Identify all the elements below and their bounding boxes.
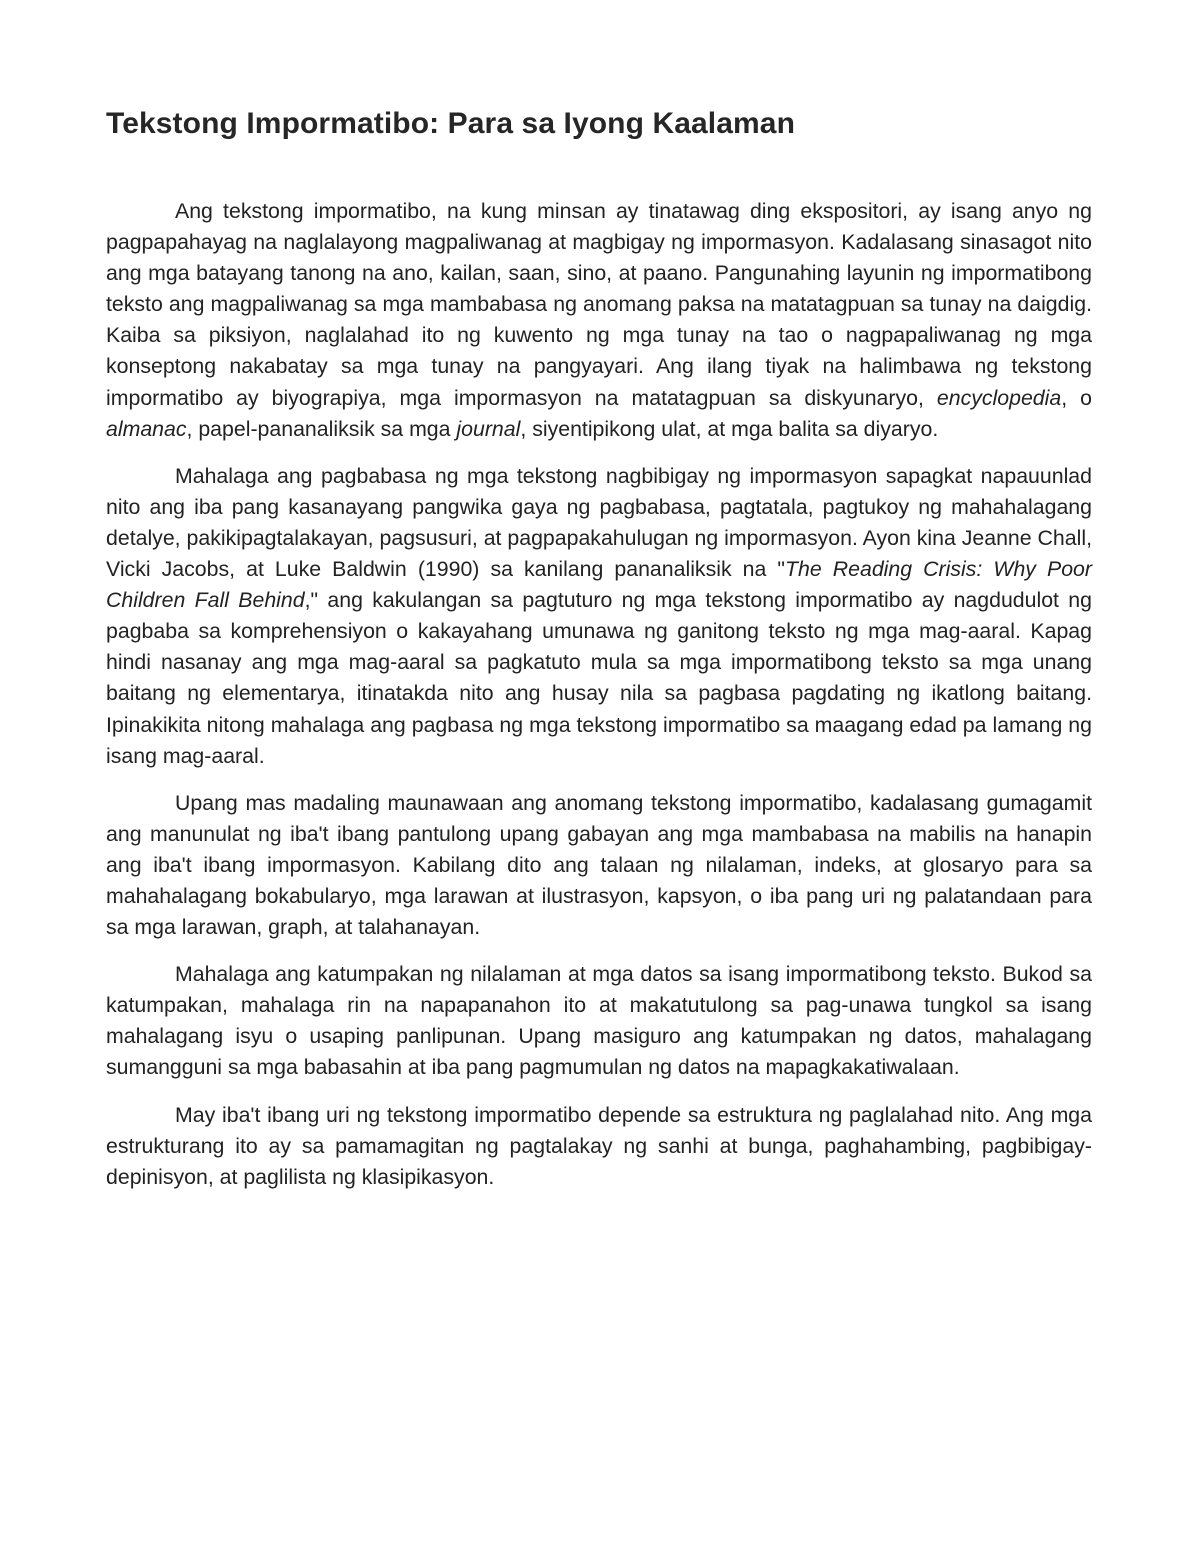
page-title: Tekstong Impormatibo: Para sa Iyong Kaalaman — [106, 107, 796, 140]
paragraph-2-text: Mahalaga ang pagbabasa ng mga tekstong nagbibigay ng impormasyon sapagkat napauunlad nito ang iba pang kasanayang pangwika gaya ng pagbabasa, pagtatala, pagtukoy ng mahahalagang detalye, pakikipagtalakayan, pagsusuri, at pagpapakahulugan ng impormasyon. Ayon kina Jeanne Chall, Vicki Jacobs, at Luke Baldwin (1990) sa kanilang pananaliksik na " — [106, 463, 1092, 582]
paragraph-4: Mahalaga ang katumpakan ng nilalaman at mga datos sa isang impormatibong teksto. Bukod sa katumpakan, mahalaga rin na napapanahon ito at makatutulong sa pag-unawa tungkol sa isang mahalagang isyu o usaping panlipunan. Upang masiguro ang katumpakan ng datos, mahalagang sumangguni sa mga babasahin at iba pang pagmumulan ng datos na mapagkakatiwalaan. — [106, 962, 1092, 1080]
italic-research-title: The Reading Crisis: Why Poor Children Fall Behind — [106, 557, 1092, 613]
document-page — [106, 104, 1092, 1193]
paragraph-1 — [106, 196, 1092, 445]
paragraph-1-text: , siyentipikong ulat, at mga balita sa diyaryo. — [520, 416, 939, 441]
paragraph-2 — [106, 461, 1092, 772]
italic-term-almanac: almanac — [106, 416, 187, 441]
paragraph-1-text: , papel-pananaliksik sa mga — [186, 416, 457, 441]
paragraph-1-text: Ang tekstong impormatibo, na kung minsan ay tinatawag ding ekspositori, ay isang anyo ng pagpapahayag na naglalayong magpaliwanag at magbigay ng impormasyon. Kadalasang sinasagot nito ang mga batayang tanong na ano, kailan, saan, sino, at paano. Pangunahing layunin ng impormatibong teksto ang magpaliwanag sa mga mambabasa ng anomang paksa na matatagpuan sa tunay na daigdig. Kaiba sa piksiyon, naglalahad ito ng kuwento ng mga tunay na tao o nagpapaliwanag ng mga konseptong nakabatay sa mga tunay na pangyayari. Ang ilang tiyak na halimbawa ng tekstong impormatibo ay biyograpiya, mga impormasyon na matatagpuan sa diskyunaryo, — [106, 199, 1092, 410]
italic-term-journal: journal — [456, 416, 521, 441]
italic-term-encyclopedia: encyclopedia — [936, 385, 1062, 410]
paragraph-3: Upang mas madaling maunawaan ang anomang tekstong impormatibo, kadalasang gumagamit ang manunulat ng iba't ibang pantulong upang gabayan ang mga mambabasa na mabilis na hanapin ang iba't ibang impormasyon. Kabilang dito ang talaan ng nilalaman, indeks, at glosaryo para sa mahahalagang bokabularyo, mga larawan at ilustrasyon, kapsyon, o iba pang uri ng palatandaan para sa mga larawan, graph, at talahanayan. — [106, 790, 1092, 940]
paragraph-1-text: , o — [1061, 385, 1092, 410]
paragraph-5: May iba't ibang uri ng tekstong impormatibo depende sa estruktura ng paglalahad nito. Ang mga estrukturang ito ay sa pamamagitan ng pagtalakay ng sanhi at bunga, paghahambing, pagbibigay-depinisyon, at paglilista ng klasipikasyon. — [106, 1102, 1092, 1189]
paragraph-2-text: ," ang kakulangan sa pagtuturo ng mga tekstong impormatibo ay nagdudulot ng pagbaba sa komprehensiyon o kakayahang umunawa ng ganitong teksto ng mga mag-aaral. Kapag hindi nasanay ang mga mag-aaral sa pagkatuto mula sa mga impormatibong teksto sa mga unang baitang ng elementarya, itinatakda nito ang husay nila sa pagbasa pagdating ng ikatlong baitang. Ipinakikita nitong mahalaga ang pagbasa ng mga tekstong impormatibo sa maagang edad pa lamang ng isang mag-aaral. — [106, 588, 1092, 768]
